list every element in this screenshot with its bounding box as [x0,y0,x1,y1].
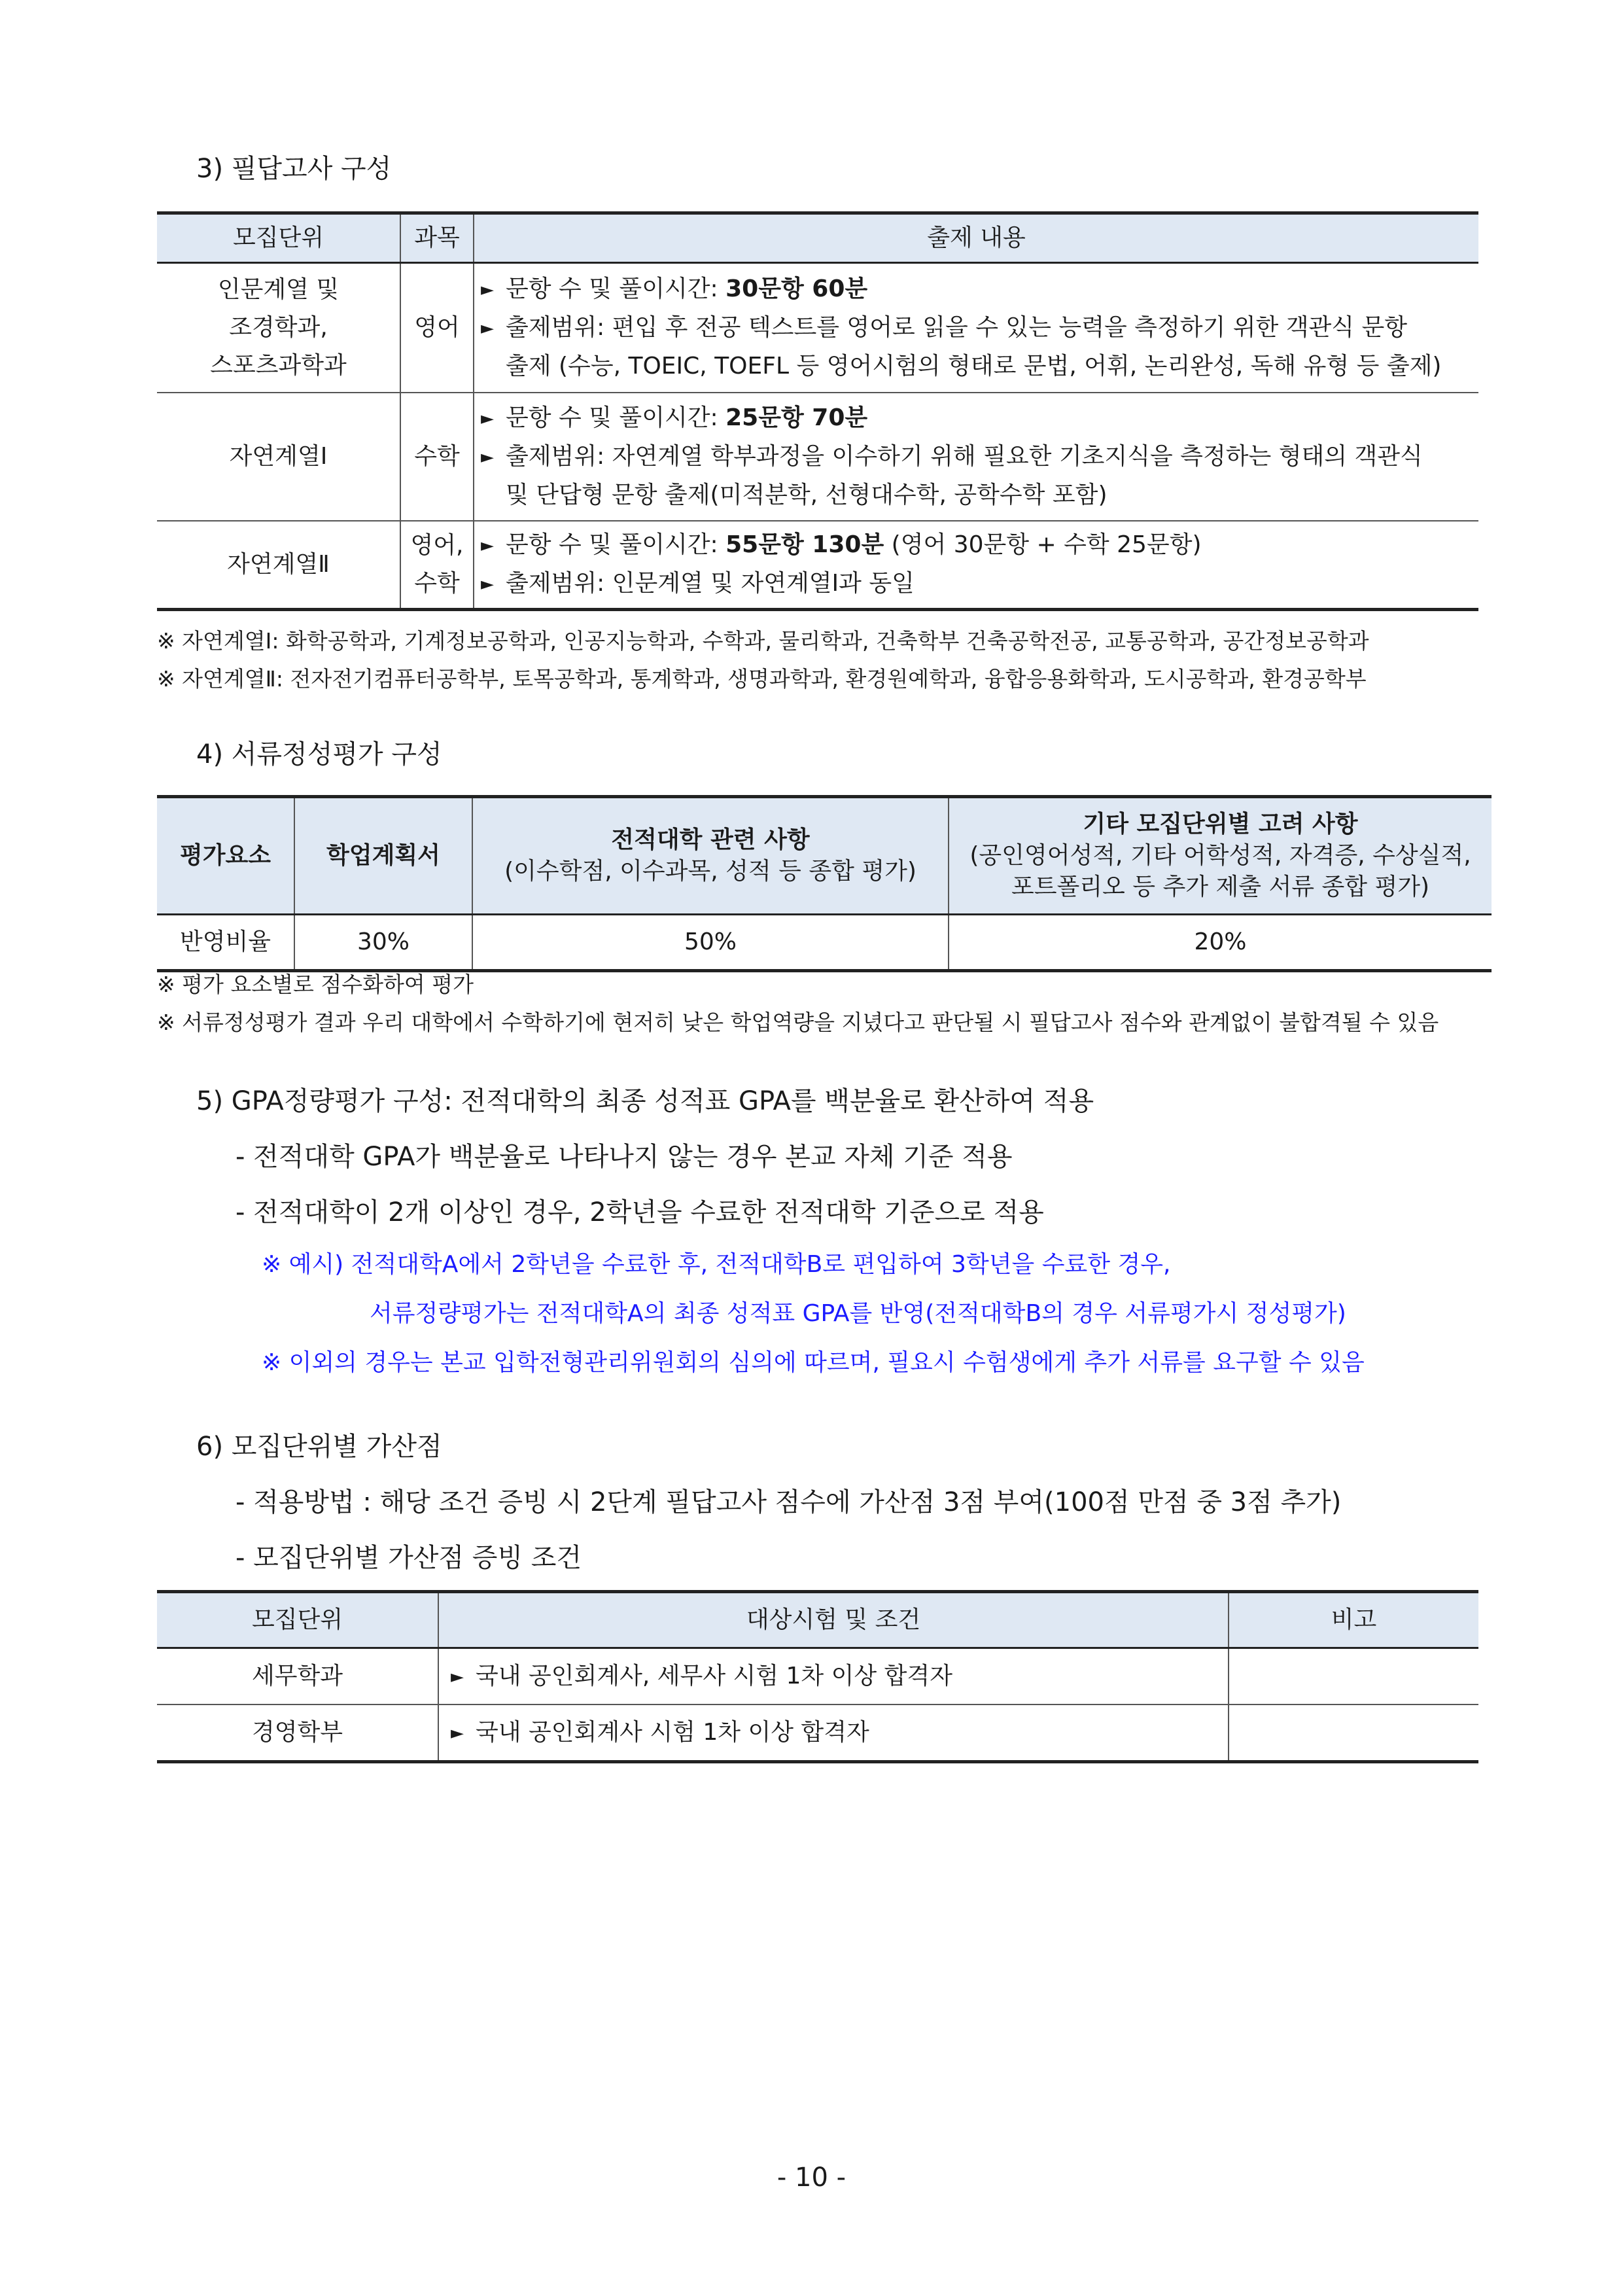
unit-cell: 인문계열 및 조경학과, 스포츠과학과 [157,263,400,393]
list-item: ► 출제범위: 편입 후 전공 텍스트를 영어로 읽을 수 있는 능력을 측정하기 위한 객관식 문항 [474,309,1478,347]
triangle-bullet-icon: ► [451,1667,464,1687]
content-cell [474,521,1478,610]
gpa-item-1: - 전적대학 GPA가 백분율로 나타나지 않는 경우 본교 자체 기준 적용 [236,1142,1013,1172]
bonus-item-2: - 모집단위별 가산점 증빙 조건 [236,1543,582,1573]
condition-cell: ► 국내 공인회계사 시험 1차 이상 합격자 [438,1704,1229,1762]
gpa-example-2: 서류정량평가는 전적대학A의 최종 성적표 GPA를 반영(전적대학B의 경우 서류평가시 정성평가) [370,1300,1346,1327]
remarks-cell [1229,1704,1478,1762]
content-cell [474,263,1478,393]
table-row [157,915,1492,971]
triangle-bullet-icon: ► [481,319,494,338]
note-natural-1: ※ 자연계열Ⅰ: 화학공학과, 기계정보공학과, 인공지능학과, 수학과, 물리학과, 건축학부 건축공학전공, 교통공학과, 공간정보공학과 [157,628,1369,654]
gpa-item-2: - 전적대학이 2개 이상인 경우, 2학년을 수료한 전적대학 기준으로 적용 [236,1197,1044,1227]
bonus-item-1: - 적용방법 : 해당 조건 증빙 시 2단계 필답고사 점수에 가산점 3점 부여(100점 만점 중 3점 추가) [236,1487,1342,1517]
ratio-other: 20% [1194,928,1247,955]
document-eval-table [157,795,1492,972]
note-eval-2: ※ 서류정성평가 결과 우리 대학에서 수학하기에 현저히 낮은 학업역량을 지녔다고 판단될 시 필답고사 점수와 관계없이 불합격될 수 있음 [157,1010,1439,1035]
header-unit: 모집단위 [157,213,400,263]
page-number: - 10 - [777,2163,846,2193]
table-row [157,1648,1478,1705]
table-header-row [157,797,1492,915]
table-row [157,1704,1478,1762]
table-row [157,521,1478,610]
list-item: ► 출제범위: 인문계열 및 자연계열Ⅰ과 동일 [474,565,1478,603]
written-exam-table [157,211,1478,611]
list-item: ► 문항 수 및 풀이시간: 55문항 130분 (영어 30문항 + 수학 25문항) [474,526,1478,565]
list-item: ► 출제범위: 자연계열 학부과정을 이수하기 위해 필요한 기초지식을 측정하는 형태의 객관식 [474,438,1478,476]
gpa-example-3: ※ 이외의 경우는 본교 입학전형관리위원회의 심의에 따르며, 필요시 수험생에게 추가 서류를 요구할 수 있음 [262,1349,1365,1376]
table-row [157,263,1478,393]
ratio-prev-college: 50% [472,915,949,971]
triangle-bullet-icon: ► [481,574,494,594]
unit-cell: 자연계열Ⅰ [157,393,400,521]
triangle-bullet-icon: ► [481,280,494,300]
section-5-heading: 5) GPA정량평가 구성: 전적대학의 최종 성적표 GPA를 백분율로 환산하여 적용 [196,1086,1094,1116]
header-other-factors: 기타 모집단위별 고려 사항 (공인영어성적, 기타 어학성적, 자격증, 수상실적, 포트폴리오 등 추가 제출 서류 종합 평가) [949,797,1492,915]
header-eval-element: 평가요소 [157,797,294,915]
ratio-label-cell: 반영비율 [157,915,294,971]
content-cell [474,393,1478,521]
condition-cell: ► 국내 공인회계사, 세무사 시험 1차 이상 합격자 [438,1648,1229,1705]
header-content: 출제 내용 [474,213,1478,263]
list-item: ► 문항 수 및 풀이시간: 30문항 60분 [474,270,1478,309]
triangle-bullet-icon: ► [451,1723,464,1743]
triangle-bullet-icon: ► [481,448,494,467]
section-4-heading: 4) 서류정성평가 구성 [196,739,442,769]
unit-cell: 세무학과 [157,1648,438,1705]
triangle-bullet-icon: ► [481,409,494,429]
table-row [157,393,1478,521]
subject-cell: 수학 [400,393,474,521]
section-3-heading: 3) 필답고사 구성 [196,154,392,184]
list-item: ► 문항 수 및 풀이시간: 25문항 70분 [474,399,1478,438]
table-header-row [157,213,1478,263]
header-unit: 모집단위 [157,1592,438,1648]
ratio-study-plan: 30% [294,915,472,971]
note-eval-1: ※ 평가 요소별로 점수화하여 평가 [157,972,474,997]
section-6-heading: 6) 모집단위별 가산점 [196,1432,442,1462]
table-header-row [157,1592,1478,1648]
bonus-table [157,1590,1478,1763]
remarks-cell [1229,1648,1478,1705]
header-subject: 과목 [400,213,474,263]
unit-cell: 자연계열Ⅱ [157,521,400,610]
triangle-bullet-icon: ► [481,536,494,556]
header-remarks: 비고 [1229,1592,1478,1648]
subject-cell: 영어 [400,263,474,393]
subject-cell: 영어, 수학 [400,521,474,610]
note-natural-2: ※ 자연계열Ⅱ: 전자전기컴퓨터공학부, 토목공학과, 통계학과, 생명과학과, 환경원예학과, 융합응용화학과, 도시공학과, 환경공학부 [157,666,1367,692]
header-condition: 대상시험 및 조건 [438,1592,1229,1648]
gpa-example-1: ※ 예시) 전적대학A에서 2학년을 수료한 후, 전적대학B로 편입하여 3학년을 수료한 경우, [262,1251,1171,1278]
header-prev-college: 전적대학 관련 사항 (이수학점, 이수과목, 성적 등 종합 평가) [472,797,949,915]
list-item-continuation: 및 단답형 문항 출제(미적분학, 선형대수학, 공학수학 포함) [506,482,1108,508]
header-study-plan: 학업계획서 [294,797,472,915]
list-item-continuation: 출제 (수능, TOEIC, TOEFL 등 영어시험의 형태로 문법, 어휘, 논리완성, 독해 유형 등 출제) [506,353,1442,380]
unit-cell: 경영학부 [157,1704,438,1762]
